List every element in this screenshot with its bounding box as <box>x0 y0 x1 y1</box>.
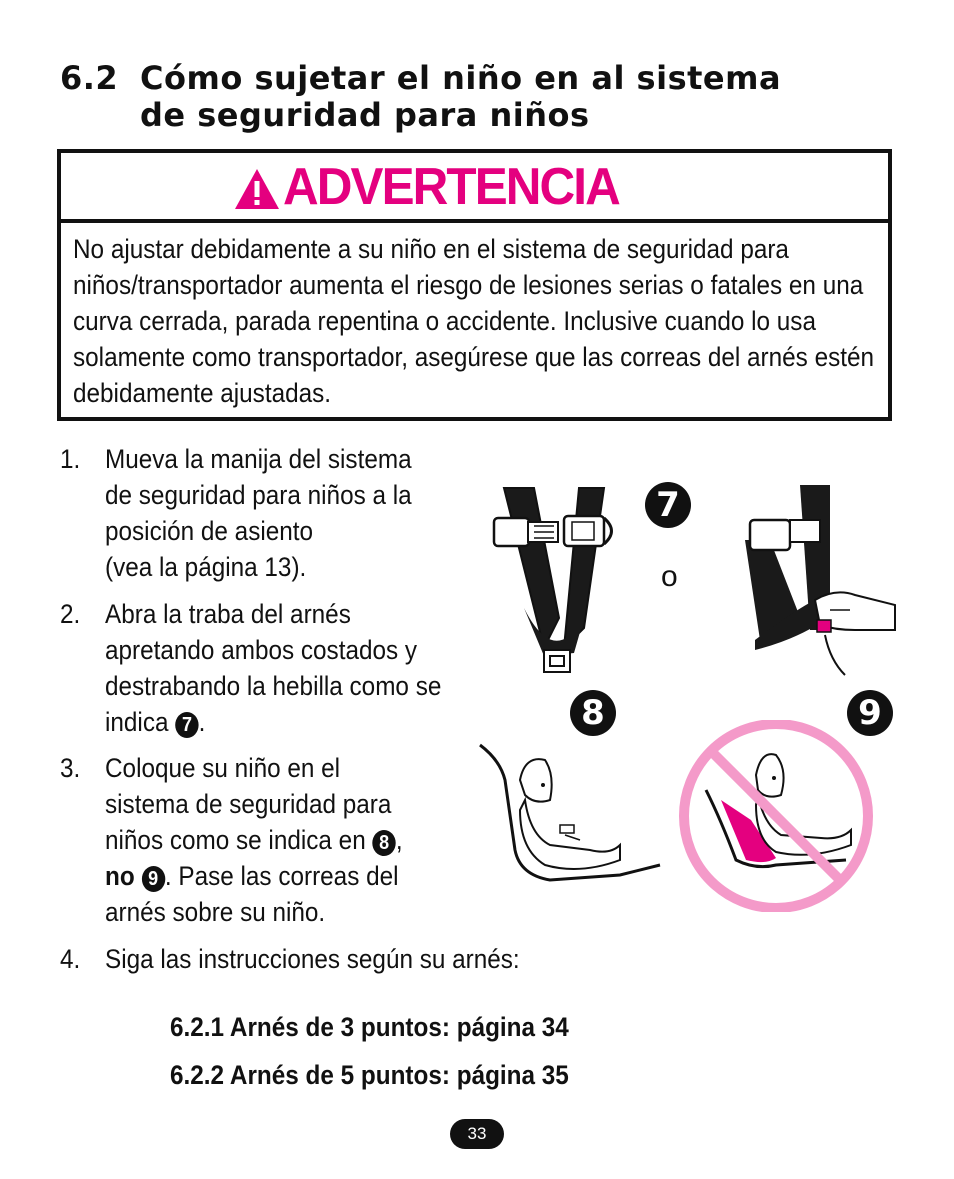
warning-text: No ajustar debidamente a su niño en el sistema de seguridad para niños/transportador aumenta el riesgo de lesiones serias o fatales en una curva cerrada, parada repentina o accidente. Inclusive cuando lo usa solamente como transportador, asegúrese que las correas del arnés estén debidamente ajustadas. <box>73 234 875 408</box>
link-3-point-harness[interactable]: 6.2.1 Arnés de 3 puntos: página 34 <box>170 1012 569 1042</box>
step-number: 3. <box>60 753 81 783</box>
figure-ref-9: 9 <box>141 866 164 892</box>
or-label: o <box>661 560 678 593</box>
harness-buckle-illustration <box>484 478 644 678</box>
step-line <box>105 704 519 740</box>
step-1 <box>60 441 528 591</box>
page-number: 33 <box>450 1119 504 1149</box>
step-text: . <box>198 707 206 737</box>
harness-unbuckle-hand-illustration <box>735 480 900 680</box>
step-number: 4. <box>60 944 81 974</box>
step-3 <box>60 750 528 930</box>
step-text: indica <box>105 707 169 737</box>
step-line: Abra la traba del arnés <box>105 599 351 629</box>
step-number: 1. <box>60 444 81 474</box>
step-line: posición de asiento <box>105 516 314 546</box>
section-title-line1: Cómo sujetar el niño en al sistema <box>140 59 782 97</box>
step-line: arnés sobre su niño. <box>105 897 326 927</box>
figure-number-8: 8 <box>570 690 616 736</box>
step-2 <box>60 596 528 746</box>
step-line: Coloque su niño en el <box>105 753 341 783</box>
baby-correct-position-illustration <box>470 740 670 890</box>
warning-title: ADVERTENCIA <box>283 158 619 216</box>
warning-box <box>57 149 892 421</box>
section-heading <box>60 60 920 134</box>
step-line: Mueva la manija del sistema <box>105 444 412 474</box>
step-line <box>105 822 519 858</box>
figure-ref-8: 8 <box>372 830 395 856</box>
section-number: 6.2 <box>60 59 119 97</box>
step-line: destrabando la hebilla como se <box>105 671 442 701</box>
step-text: niños como se indica en <box>105 825 366 855</box>
step-text: . Pase las correas del <box>164 861 399 891</box>
step-line: de seguridad para niños a la <box>105 480 412 510</box>
step-line: apretando ambos costados y <box>105 635 418 665</box>
warning-triangle-icon <box>233 167 281 211</box>
step-line: Siga las instrucciones según su arnés: <box>105 944 520 974</box>
step-line: sistema de seguridad para <box>105 789 392 819</box>
step-number: 2. <box>60 599 81 629</box>
figure-number-7: 7 <box>645 482 691 528</box>
step-text: , <box>395 825 403 855</box>
figure-ref-7: 7 <box>175 712 198 738</box>
baby-incorrect-position-illustration <box>676 720 876 912</box>
step-text-bold: no <box>105 861 135 891</box>
step-line: (vea la página 13). <box>105 552 307 582</box>
figure-number-9: 9 <box>847 690 893 736</box>
step-line <box>105 858 519 894</box>
link-5-point-harness[interactable]: 6.2.2 Arnés de 5 puntos: página 35 <box>170 1060 569 1090</box>
section-title-line2: de seguridad para niños <box>140 96 590 134</box>
step-4 <box>60 941 600 981</box>
warning-header <box>61 153 888 223</box>
